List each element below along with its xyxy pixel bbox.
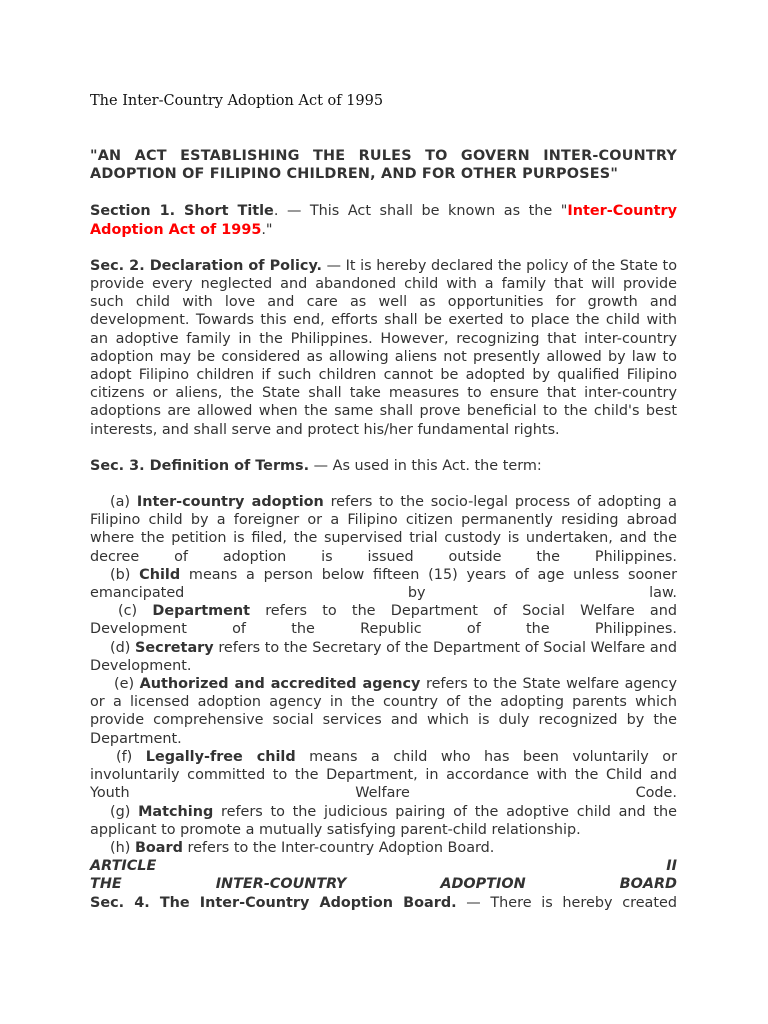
definition-term: Secretary xyxy=(135,639,214,656)
definition-c xyxy=(90,602,677,638)
act-name: Inter-Country Adoption Act of 1995 xyxy=(90,203,678,238)
definition-prefix: (g) xyxy=(110,803,139,820)
definition-h xyxy=(90,839,677,857)
definition-prefix: (b) xyxy=(110,566,140,583)
definition-term: Legally-free child xyxy=(145,748,296,765)
article-title: THE INTER-COUNTRY ADOPTION BOARD xyxy=(90,876,677,893)
definition-e xyxy=(90,675,677,748)
definition-text: refers to the Secretary of the Department of Social Welfare and Development. xyxy=(90,639,677,674)
section-1-text-before: . — This Act shall be known as the " xyxy=(273,203,568,220)
definition-term: Matching xyxy=(138,803,214,820)
definition-term: Inter-country adoption xyxy=(136,494,324,511)
definition-text: means a child who has been voluntarily or involuntarily committed to the Department, in accordance with the Child and Youth Welfare Code. xyxy=(90,748,677,802)
document-title: The Inter-Country Adoption Act of 1995 xyxy=(90,93,384,109)
definition-prefix: (h) xyxy=(110,839,135,856)
section-2 xyxy=(90,257,677,439)
definition-term: Authorized and accredited agency xyxy=(139,676,421,693)
definition-text: refers to the socio-legal process of adopting a Filipino child by a foreigner or a Filipino citizen permanently residing abroad where the petition is filed, the supervised trial custody is undertaken, and the decree of adoption is issued outside the Philippines. xyxy=(90,494,677,565)
definition-text: refers to the State welfare agency or a licensed adoption agency in the country of the adopting parents which provide comprehensive social services and which is duly recognized by the Department. xyxy=(90,676,677,747)
definition-prefix: (f) xyxy=(116,748,146,765)
section-2-text: — It is hereby declared the policy of the State to provide every neglected and abandoned child with a family that will provide such child with love and care as well as opportunities for growth and development. Towards this end, efforts shall be exerted to place the child with an adoptive family in the Philippines. However, recognizing that inter-country adoption may be considered as allowing aliens not presently allowed by law to adopt Filipino children if such children cannot be adopted by qualified Filipino citizens or aliens, the State shall take measures to ensure that inter-country adoptions are allowed when the same shall prove beneficial to the child's best interests, and shall serve and protect his/her fundamental rights. xyxy=(90,257,678,438)
definition-d xyxy=(90,639,677,675)
definition-text: refers to the Inter-country Adoption Board. xyxy=(182,839,495,856)
definition-term: Child xyxy=(139,566,181,583)
article-number: ARTICLE II xyxy=(90,858,677,875)
document-page xyxy=(90,92,677,912)
act-heading: "AN ACT ESTABLISHING THE RULES TO GOVERN INTER-COUNTRY ADOPTION OF FILIPINO CHILDREN, AND FOR OTHER PURPOSES" xyxy=(90,148,677,183)
section-1 xyxy=(90,202,677,238)
definition-f xyxy=(90,748,677,803)
definition-text: means a person below fifteen (15) years of age unless sooner emancipated by law. xyxy=(90,566,677,602)
definition-g xyxy=(90,803,677,839)
definition-a xyxy=(90,493,677,566)
definition-term: Department xyxy=(152,603,250,620)
section-3 xyxy=(90,457,677,475)
definition-prefix: (c) xyxy=(118,603,153,620)
definition-text: refers to the judicious pairing of the adoptive child and the applicant to promote a mutually satisfying parent-child relationship. xyxy=(90,803,677,838)
definition-prefix: (d) xyxy=(110,639,136,656)
section-4-label: Sec. 4. The Inter-Country Adoption Board. xyxy=(90,894,457,911)
definition-b xyxy=(90,566,677,602)
section-4-text: — There is hereby created xyxy=(456,894,677,911)
section-4 xyxy=(90,894,677,912)
definition-prefix: (a) xyxy=(110,494,137,511)
section-3-label: Sec. 3. Definition of Terms. xyxy=(90,457,310,474)
section-1-label: Section 1. Short Title xyxy=(90,203,274,220)
definition-prefix: (e) xyxy=(114,676,140,693)
definitions-list xyxy=(90,493,677,857)
section-2-label: Sec. 2. Declaration of Policy. xyxy=(90,257,322,274)
section-3-text: — As used in this Act. the term: xyxy=(309,457,542,474)
definition-text: refers to the Department of Social Welfare and Development of the Republic of the Philippines. xyxy=(90,603,678,638)
definition-term: Board xyxy=(134,839,183,856)
section-1-text-after: ." xyxy=(261,221,273,238)
